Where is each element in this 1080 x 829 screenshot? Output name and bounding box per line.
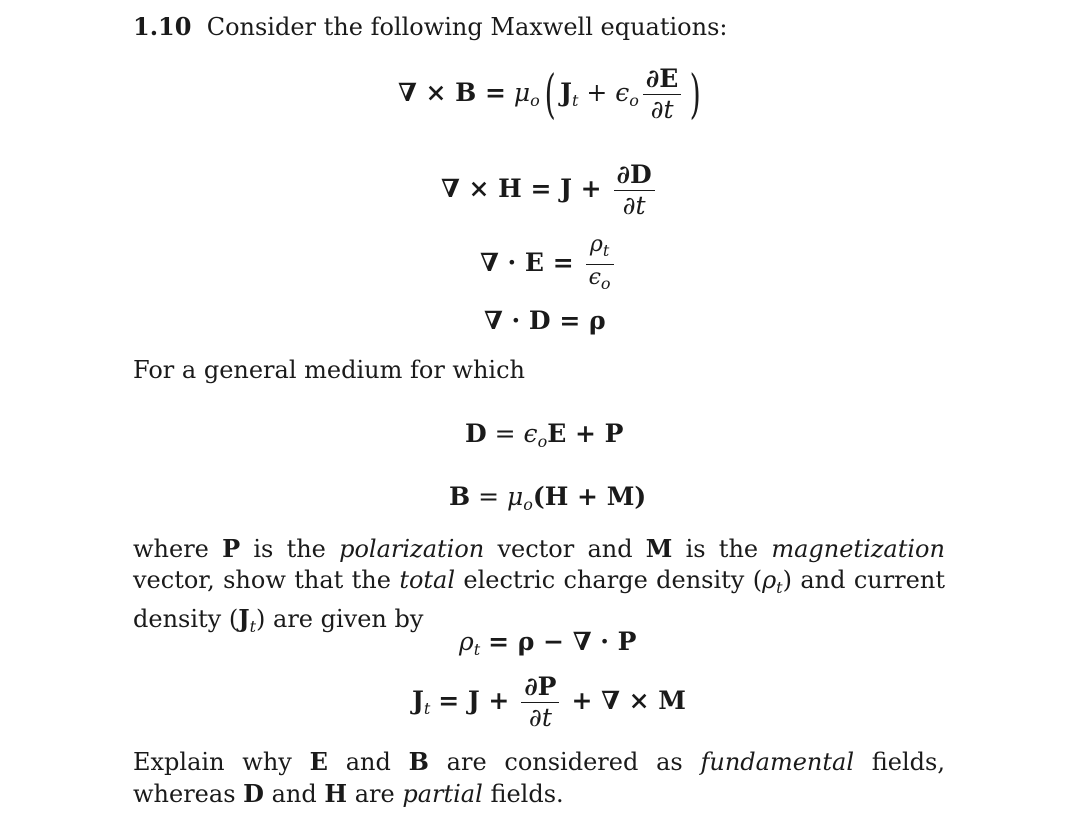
medium-text: For a general medium for which [133, 356, 525, 384]
equation-curl-h: ∇ × H = J + $\frac{\partial D}{\partial t}$ [441, 160, 659, 221]
fraction-dP-dt: $\frac{\partial P}{\partial t}$ [521, 672, 559, 733]
equation-rho-t: $\rho_t = \rho$ − ∇ · P [459, 627, 637, 659]
equation-div-d: ∇ · D = ρ [484, 306, 606, 335]
explain-paragraph: Explain why E and B are considered as fundamental fields, whereas D and H are partial fields. [133, 747, 945, 808]
equation-div-e: ∇ · E = $\frac{\rho_t}{\epsilon_o}$ [480, 232, 618, 297]
problem-heading [133, 12, 728, 41]
equation-b-def: $B = \mu_o(H + M)$ [449, 482, 647, 514]
fraction-dD-dt: $\frac{\partial D}{\partial t}$ [614, 160, 655, 221]
fraction-dE-dt: $\frac{\partial E}{\partial t}$ [643, 64, 681, 125]
curl-b-lhs: ∇ × B = [398, 78, 506, 107]
problem-number: 1.10 [133, 12, 192, 41]
equation-curl-b: ∇ × $B = \mu_o$( $J_t + \epsilon_o$ $\frac{\partial E}{\partial t}$ ) [398, 64, 702, 125]
equation-d-def: $D = \epsilon_oE + P$ [465, 419, 624, 451]
fraction-rho-eps: $\frac{\rho_t}{\epsilon_o}$ [586, 232, 614, 297]
equation-j-t: $J_t = J$ + $\frac{\partial P}{\partial t}$ + ∇ × M [412, 672, 686, 732]
problem-intro: Consider the following Maxwell equations: [206, 13, 728, 41]
where-paragraph: where P is the polarization vector and M is the magnetization vector, show that the total electric charge density $(\rho_t)$ and current density $(J_t)$ are given by [133, 534, 945, 636]
